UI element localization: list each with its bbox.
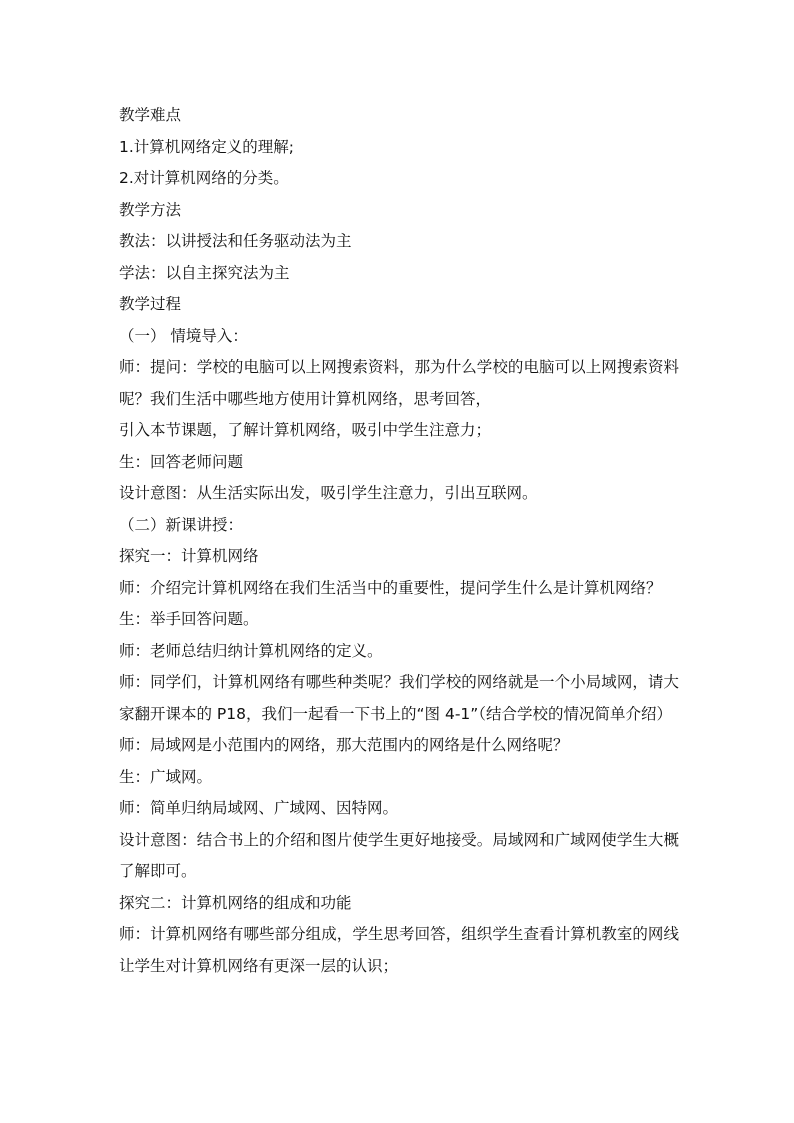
paragraph-network-types: 师：同学们，计算机网络有哪些种类呢？我们学校的网络就是一个小局域网，请大家翻开课本的 P18，我们一起看一下书上的“图 4-1”（结合学校的情况简单介绍） (119, 673, 679, 723)
heading-teaching-methods: 教学方法 (119, 200, 182, 219)
paragraph-student-answer: 生：回答老师问题 (119, 452, 244, 471)
paragraph-design-intent-2: 设计意图：结合书上的介绍和图片使学生更好地接受。局域网和广域网使学生大概了解即可。 (119, 830, 679, 880)
paragraph-teacher-question: 师：提问：学校的电脑可以上网搜索资料，那为什么学校的电脑可以上网搜索资料呢？我们生活中哪些地方使用计算机网络，思考回答， (119, 358, 679, 408)
document-body (119, 100, 679, 982)
heading-inquiry-1: 探究一：计算机网络 (119, 547, 259, 565)
section-situation-intro: （一） 情境导入： (119, 326, 248, 345)
paragraph-teacher-summary: 师：老师总结归纳计算机网络的定义。 (119, 641, 383, 660)
paragraph-teacher-intro-network: 师：介绍完计算机网络在我们生活当中的重要性，提问学生什么是计算机网络？ (119, 578, 662, 597)
learning-method: 学法：以自主探究法为主 (119, 263, 290, 282)
paragraph-student-wan: 生：广域网。 (119, 767, 213, 786)
teaching-method: 教法：以讲授法和任务驱动法为主 (119, 232, 352, 250)
paragraph-design-intent-1: 设计意图：从生活实际出发，吸引学生注意力，引出互联网。 (119, 484, 538, 502)
heading-teaching-difficulties: 教学难点 (119, 106, 182, 124)
paragraph-lan-question: 师：局域网是小范围内的网络，那大范围内的网络是什么网络呢？ (119, 736, 569, 754)
paragraph-summary-networks: 师：简单归纳局域网、广域网、因特网。 (119, 799, 399, 817)
heading-teaching-process: 教学过程 (119, 295, 182, 313)
difficulty-item-1: 1.计算机网络定义的理解; (119, 137, 295, 156)
paragraph-student-raise-hand: 生：举手回答问题。 (119, 610, 259, 628)
paragraph-intro-topic: 引入本节课题，了解计算机网络，吸引中学生注意力； (119, 421, 492, 439)
heading-inquiry-2: 探究二：计算机网络的组成和功能 (119, 893, 352, 912)
paragraph-network-components: 师：计算机网络有哪些部分组成，学生思考回答，组织学生查看计算机教室的网线 让学生对计算机网络有更深一层的认识； (119, 925, 679, 975)
difficulty-item-2: 2.对计算机网络的分类。 (119, 169, 289, 187)
section-new-lesson: （二）新课讲授： (119, 515, 244, 534)
